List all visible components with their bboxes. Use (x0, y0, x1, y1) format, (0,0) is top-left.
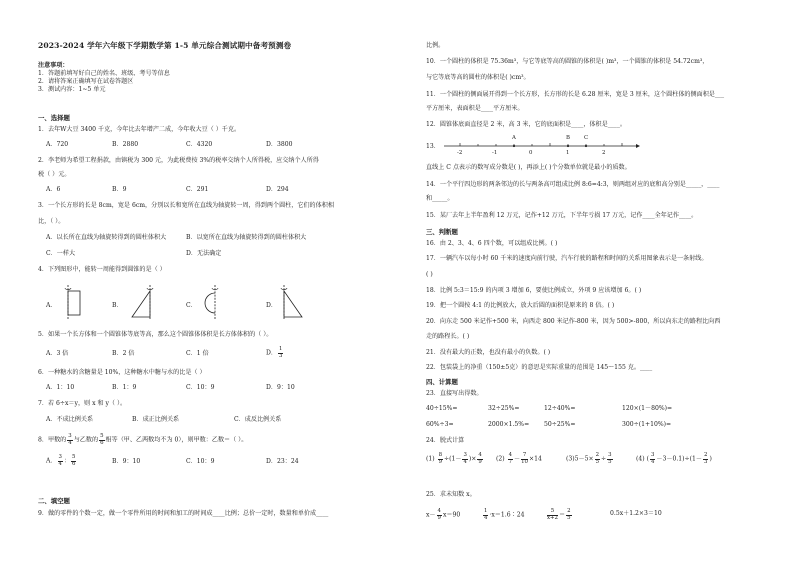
question-20-line1: 20．向东走 500 米记作+500 米，向西走 800 米记作-800 米，因为 500>-800，所以向东走的路程比向西 (426, 318, 721, 325)
q1-option-b: B．2880 (112, 141, 139, 148)
q4-figure-a-rectangle (64, 283, 84, 321)
q2-option-c: C．291 (186, 186, 209, 193)
calc-item: 40÷15%= (426, 405, 458, 412)
q4-figure-d-right-triangle (280, 283, 306, 321)
question-9-line1: 9．做的零件的个数一定，做一个零件所用的时间和加工的时间成____比例；总价一定时，数量和单价成____ (38, 510, 329, 517)
q4-label-d: D． (266, 302, 277, 309)
question-7: 7．若 6÷x＝y，则 x 和 y（ ）。 (38, 400, 127, 407)
fraction: $\frac{5}{6}$ (100, 433, 104, 446)
fraction: $\frac{5}{6}$ (72, 454, 76, 467)
q7-option-c: C．成反比例关系 (234, 416, 282, 423)
q6-option-b: B．1：9 (112, 384, 137, 391)
tick-label: 2 (602, 150, 606, 156)
question-16: 16．由 2、3、4、6 四个数，可以组成比例。( ) (426, 240, 558, 247)
question-10-line1: 10．一个圆柱的体积是 75.36m³，与它等底等高的圆锥的体积是( )m³，一个圆锥的体积是 54.72cm³， (426, 58, 709, 65)
q3-option-b: B．以宽所在直线为轴旋转得到的圆柱体积大 (186, 234, 307, 241)
notes-item: 2．请将答案正确填写在试卷答题区 (38, 78, 134, 85)
question-12: 12．圆锥体底面直径是 2 米，高 3 米，它的底面积是____，体积是____。 (426, 121, 626, 128)
calc-item: 300÷(1+10%)= (622, 421, 672, 428)
q4-figure-c-semicircle (201, 283, 225, 321)
question-21: 21．没有最大的正数，也没有最小的负数。( ) (426, 349, 551, 356)
question-19: 19．把一个圆按 4:1 的比例放大，放大后圆的面积是原来的 8 倍。( ) (426, 302, 615, 309)
question-23: 23．直接写出得数。 (426, 390, 483, 397)
calc-item: 32÷25%= (488, 405, 520, 412)
q4-label-a: A． (46, 302, 57, 309)
point-label: A (512, 135, 516, 141)
calc-item: 60%÷3= (426, 421, 454, 428)
q8-option-c: C．10：9 (186, 458, 215, 465)
fraction: $\frac{3}{4}$ (58, 454, 62, 467)
question-13-text: 直线上 C 点表示的数写成分数是( )，再添上( )个分数单位就是最小的质数。 (426, 164, 631, 171)
number-line (440, 134, 640, 162)
question-14-line2: 和_____。 (426, 195, 454, 202)
equation-4: 0.5x＋1.2×3＝10 (610, 510, 662, 517)
q3-option-a: A．以长所在直线为轴旋转得到的圆柱体积大 (46, 234, 167, 241)
question-17-line1: 17．一辆汽车以每小时 60 千米的速度向前行驶，汽车行驶的路程和时间的关系用图象表示是一条射线。 (426, 255, 708, 262)
q8-option-a: A． $\frac{3}{4}$ ： $\frac{5}{6}$ (46, 454, 76, 467)
section-heading-judge: 三、判断题 (426, 228, 458, 236)
question-15: 15．某厂去年上半年盈利 12 万元，记作+12 万元，下半年亏损 17 万元，记作____全年记作____。 (426, 212, 698, 219)
expression-4: (4) ( $\frac{3}{4}$ －3－0.1)÷(1－ $\frac{2}{3}$ ) (636, 452, 712, 465)
point-label: B (566, 135, 570, 141)
point-label: C (584, 135, 589, 141)
q1-option-a: A．720 (46, 141, 69, 148)
calc-item: 12÷40%= (544, 405, 576, 412)
question-3-line2: 比，（ ）。 (38, 218, 65, 225)
question-1: 1．去年W大豆 3400 千克，今年比去年增产二成，今年收大豆（ ）千克。 (38, 126, 241, 133)
question-10-line2: 与它等底等高的圆柱的体积是( )cm³。 (426, 74, 530, 81)
q1-option-d: D．3800 (266, 141, 293, 148)
equation-2: $\frac{1}{4}$ ·x＝1.6∶24 (484, 508, 525, 521)
question-8: 8．甲数的 $\frac{3}{4}$ 与乙数的 $\frac{5}{6}$ 相等（甲、乙两数均不为 0），则甲数：乙数＝（ ）。 (38, 433, 248, 446)
q2-option-b: B．9 (112, 186, 127, 193)
section-heading-fill: 二、填空题 (38, 497, 70, 505)
q5-option-c: C．1 倍 (186, 350, 209, 357)
calc-item: 120×(1－80%)= (622, 405, 673, 412)
q2-option-a: A．6 (46, 186, 61, 193)
question-14-line1: 14．一个平行四边形的两条邻边的长与两条高可组成比例 8:6=4:3，则两组对应的底和高分别是_____，____ (426, 181, 720, 188)
question-2-line2: 税（ ）元。 (38, 171, 71, 178)
question-9-line2: 比例。 (426, 42, 445, 49)
question-6: 6．一种糖水的含糖量是 10%，这种糖水中糖与水的比是（ ） (38, 369, 206, 376)
q5-option-d: D． $\frac{1}{3}$ (266, 346, 283, 359)
question-25: 25．求未知数 x。 (426, 491, 476, 498)
tick-label: -1 (492, 150, 498, 156)
question-17-line2: ( ) (426, 271, 433, 278)
q1-option-c: C．4320 (186, 141, 213, 148)
question-4: 4．下列图形中，能转一周能得到圆锥的是（ ） (38, 266, 166, 273)
question-24: 24．脱式计算 (426, 437, 465, 444)
q3-option-c: C．一样大 (46, 250, 76, 257)
question-5: 5．如果一个长方体和一个圆锥体等底等高，那么这个圆锥体体积是长方体体积的（ ）。 (38, 331, 273, 338)
fraction: $\frac{1}{3}$ (278, 346, 283, 359)
q7-option-a: A．不成比例关系 (46, 416, 94, 423)
notes-heading: 注意事项： (38, 62, 69, 69)
question-2-line1: 2．李老师为希望工程捐款，由镇税为 300 元，为此税费按 3%的税率交纳个人所得税，应交纳个人所得 (38, 157, 319, 164)
section-heading-calc: 四、计算题 (426, 378, 458, 386)
question-22: 22．包装袋上的净重（150±5克）的意思是实际重量的范围是 145～155 克。____ (426, 364, 653, 371)
question-3-line1: 3．一个长方形的长是 8cm，宽是 6cm，分别以长和宽所在直线为轴旋转一周，得到两个圆柱，它们的体积相 (38, 202, 334, 209)
calc-item: 50÷25%= (544, 421, 576, 428)
question-20-line2: 走的路程长。( ) (426, 333, 470, 340)
question-13-label: 13． (426, 143, 440, 150)
calc-item: 2000×1.5%= (488, 421, 530, 428)
equation-1: x－ $\frac{4}{9}$ x＝90 (426, 508, 461, 521)
expression-3: (3)5－5× $\frac{2}{5}$ ÷ $\frac{3}{5}$ (566, 452, 612, 465)
q4-label-c: C． (186, 302, 197, 309)
notes-item: 1．答题前填写好自己的姓名、班级、考号等信息 (38, 70, 170, 77)
q3-option-d: D．无法确定 (186, 250, 222, 257)
section-heading-choice: 一、选择题 (38, 114, 70, 122)
tick-label: -2 (457, 150, 463, 156)
q8-option-b: B．9：10 (112, 458, 141, 465)
question-18: 18．比例 5:3＝15:9 的内项 3 增加 6，要使比例成立，外项 9 应该增加 6。( ) (426, 287, 642, 294)
q6-option-d: D．9：10 (266, 384, 295, 391)
q7-option-b: B．成正比例关系 (132, 416, 180, 423)
expression-2: (2) $\frac{4}{7}$ － $\frac{7}{10}$ ×14 (496, 452, 542, 465)
notes-item: 3．测试内容：1~5 单元 (38, 86, 106, 93)
expression-1: (1) $\frac{8}{9}$ ÷(1－ $\frac{3}{4}$ )× $\frac{4}{9}$ (426, 452, 482, 465)
q4-label-b: B． (112, 302, 123, 309)
page-title: 2023-2024 学年六年级下学期数学第 1-5 单元综合测试期中备考预测卷 (38, 41, 292, 50)
question-11-line2: 平方厘米，表面积是____平方厘米。 (426, 105, 524, 112)
tick-label: 0 (529, 150, 533, 156)
q2-option-d: D．294 (266, 186, 289, 193)
q6-option-a: A．1：10 (46, 384, 75, 391)
q6-option-c: C．10：9 (186, 384, 215, 391)
q5-option-b: B．2 倍 (112, 350, 135, 357)
q4-figure-b-triangle (128, 283, 154, 321)
q8-option-d: D．23：24 (266, 458, 299, 465)
fraction: $\frac{3}{4}$ (68, 433, 72, 446)
equation-3: $\frac{5}{x+2}$ ＝ $\frac{2}{5}$ (547, 508, 571, 521)
q5-option-a: A．3 倍 (46, 350, 69, 357)
question-11-line1: 11．一个圆柱的侧面展开得到一个长方形，长方形的长是 6.28 厘米，宽是 3 厘米，这个圆柱体的侧面积是___ (426, 91, 725, 98)
tick-label: 1 (566, 150, 570, 156)
